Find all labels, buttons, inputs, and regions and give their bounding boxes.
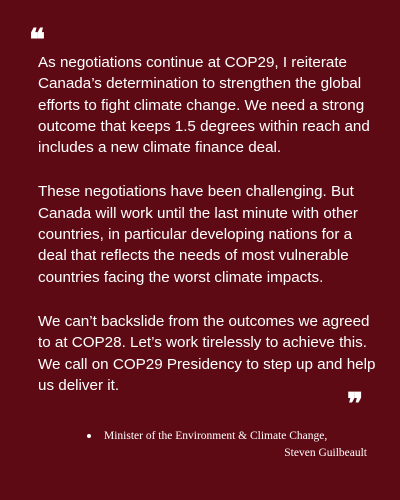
- quote-paragraph-3: We can’t backslide from the outcomes we agreed to at COP28. Let’s work tirelessly to achieve this. We call on COP29 Presidency to step up and help us deliver it.: [38, 312, 376, 394]
- attribution-title: Minister of the Environment & Climate Change,: [86, 428, 367, 445]
- quote-paragraph-2: These negotiations have been challenging. But Canada will work until the last minute with other countries, in particular developing nations for a deal that reflects the needs of most vulnerable countries facing the worst climate impacts.: [38, 183, 358, 286]
- quote-text: [38, 52, 378, 422]
- close-quote-icon: ❞: [347, 387, 364, 422]
- attribution-name: Steven Guilbeault: [284, 447, 367, 459]
- attribution: [86, 428, 367, 462]
- quote-paragraph-1: As negotiations continue at COP29, I reiterate Canada’s determination to strengthen the global efforts to fight climate change. We need a strong outcome that keeps 1.5 degrees within reach and includes a new climate finance deal.: [38, 54, 370, 157]
- open-quote-icon: ❝: [29, 23, 46, 58]
